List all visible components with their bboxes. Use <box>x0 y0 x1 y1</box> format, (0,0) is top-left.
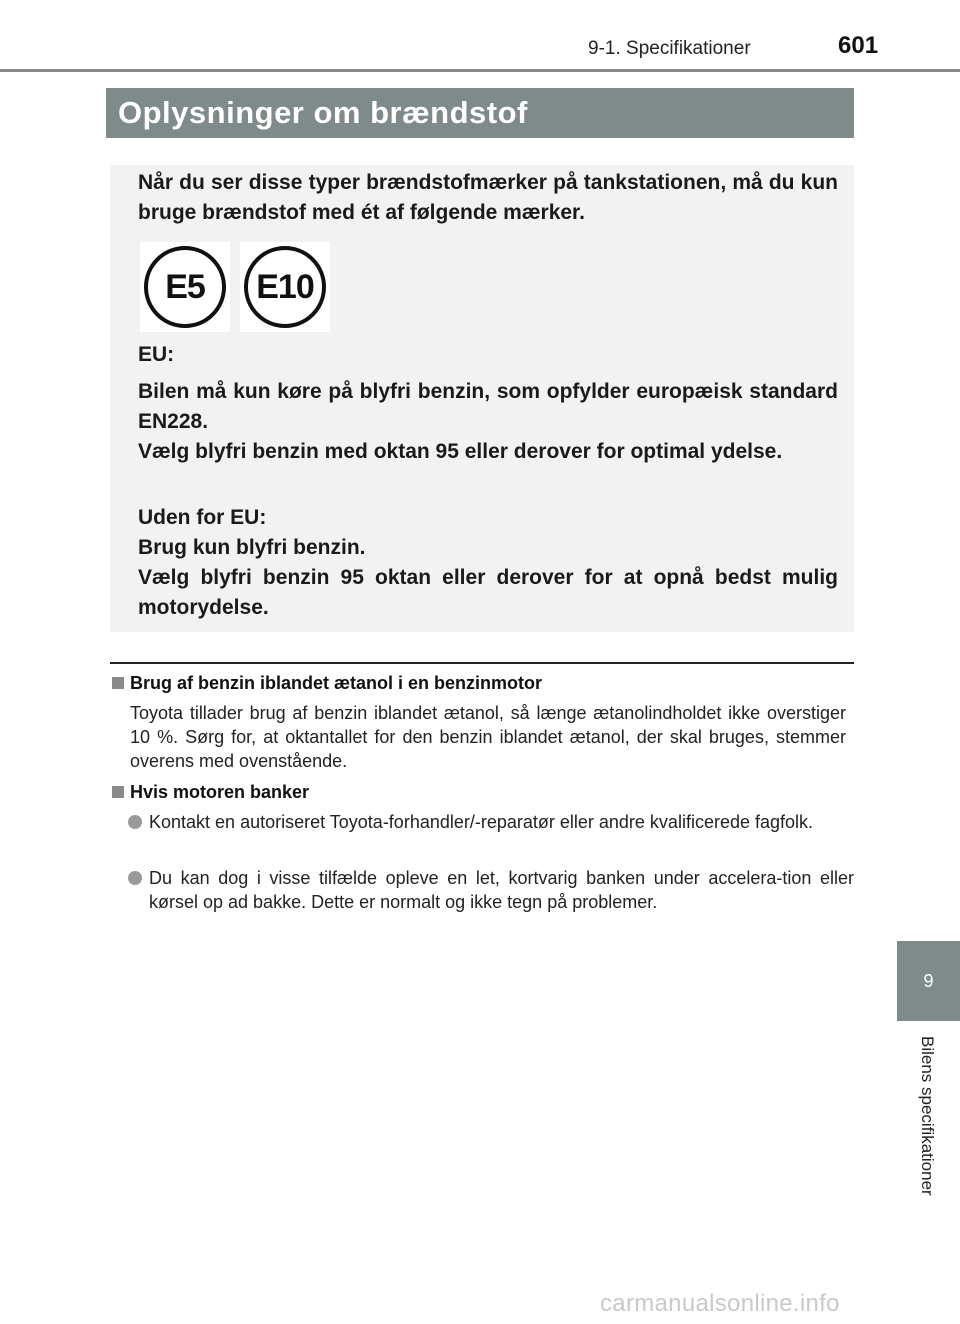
list-item <box>128 866 854 914</box>
ethanol-section-heading <box>112 673 542 694</box>
eu-text-1: Bilen må kun køre på blyfri benzin, som opfylder europæisk standard EN228. <box>138 380 838 433</box>
chapter-tab[interactable] <box>897 941 960 1021</box>
round-bullet-icon <box>128 815 142 829</box>
knocking-heading-text: Hvis motoren banker <box>130 782 310 802</box>
eu-text-2: Vælg blyfri benzin med oktan 95 eller derover for optimal ydelse. <box>138 440 783 463</box>
e10-circle-icon: E10 <box>244 246 326 328</box>
knocking-section-heading <box>112 782 309 803</box>
section-divider <box>110 662 854 664</box>
fuel-badge-e10 <box>240 242 330 332</box>
non-eu-text-1: Brug kun blyfri benzin. <box>138 536 366 559</box>
header-divider <box>0 69 960 72</box>
non-eu-label: Uden for EU: <box>138 506 267 529</box>
ethanol-section-text: Toyota tillader brug af benzin iblandet ætanol, så længe ætanolindholdet ikke overstiger 10 %. Sørg for, at oktantallet for den benzin iblandet ætanol, der skal bruges, stemmer overens med ovenstående. <box>130 703 846 771</box>
footer-watermark: carmanualsonline.info <box>600 1290 840 1317</box>
ethanol-heading-text: Brug af benzin iblandet ætanol i en benzinmotor <box>130 673 543 693</box>
chapter-number: 9 <box>923 970 934 991</box>
page-title: Oplysninger om brændstof <box>106 88 854 138</box>
e5-circle-icon: E5 <box>144 246 226 328</box>
list-item <box>128 810 854 834</box>
list-item-text: Du kan dog i visse tilfælde opleve en let, kortvarig banken under accelera-tion eller kørsel op ad bakke. Dette er normalt og ikke tegn på problemer. <box>149 868 854 912</box>
eu-label: EU: <box>138 343 175 366</box>
fuel-intro-text: Når du ser disse typer brændstofmærker på tankstationen, må du kun bruge brændstof med ét af følgende mærker. <box>138 171 838 224</box>
page-number: 601 <box>838 32 879 59</box>
header-section-title: 9-1. Specifikationer <box>588 38 751 59</box>
fuel-badge-e5 <box>140 242 230 332</box>
square-bullet-icon <box>112 786 124 798</box>
square-bullet-icon <box>112 677 124 689</box>
list-item-text: Kontakt en autoriseret Toyota-forhandler/-reparatør eller andre kvalificerede fagfolk. <box>149 812 814 832</box>
round-bullet-icon <box>128 871 142 885</box>
chapter-label: Bilens specifikationer <box>918 1036 937 1196</box>
non-eu-text-2: Vælg blyfri benzin 95 oktan eller derover for at opnå bedst mulig motorydelse. <box>138 566 838 619</box>
